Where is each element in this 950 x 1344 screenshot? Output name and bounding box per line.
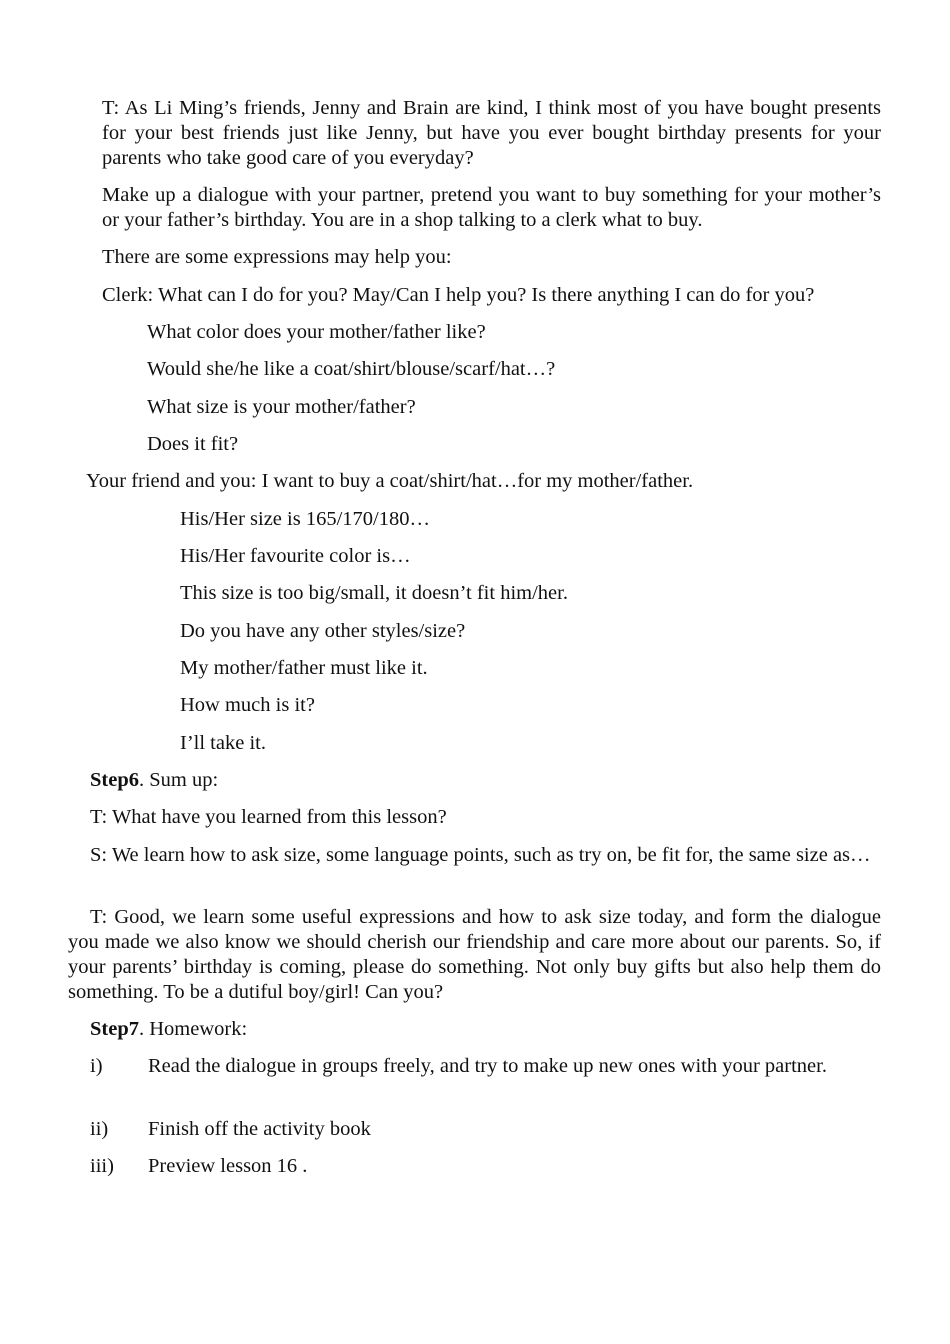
customer-first-line: Your friend and you: I want to buy a coat/shirt/hat…for my mother/father. (86, 470, 694, 492)
step7-title: . Homework: (138, 1018, 248, 1040)
customer-line: This size is too big/small, it doesn’t fit him/her. (180, 582, 568, 604)
step6-student-answer: S: We learn how to ask size, some language points, such as try on, be fit for, the same size as… (90, 844, 871, 866)
step7-label: Step7 (90, 1018, 139, 1040)
homework-number: i) (90, 1055, 103, 1077)
clerk-first-line: Clerk: What can I do for you? May/Can I help you? Is there anything I can do for you? (102, 284, 815, 306)
customer-line: His/Her favourite color is… (180, 545, 411, 567)
customer-line: How much is it? (180, 694, 315, 716)
customer-line: I’ll take it. (180, 732, 266, 754)
customer-line: His/Her size is 165/170/180… (180, 508, 430, 530)
homework-text: Finish off the activity book (148, 1118, 371, 1140)
homework-number: ii) (90, 1118, 109, 1140)
step6-teacher-reply: T: Good, we learn some useful expressions and how to ask size today, and form the dialogue you made we also know we should cherish our friendship and care more about our parents. So, if your parents’ birthday is coming, please do something. Not only buy gifts but also help them do something. To be a dutiful boy/girl! Can you? (68, 906, 881, 1003)
step6-title: . Sum up: (138, 769, 219, 791)
step6-heading (90, 768, 218, 793)
step7-heading (90, 1017, 247, 1042)
homework-number: iii) (90, 1155, 114, 1177)
clerk-line: What color does your mother/father like? (147, 321, 486, 343)
expressions-intro: There are some expressions may help you: (102, 246, 452, 268)
teacher-question-paragraph: T: As Li Ming’s friends, Jenny and Brain are kind, I think most of you have bought presents for your best friends just like Jenny, but have you ever bought birthday presents for your parents who take good care of you everyday? (102, 97, 881, 169)
homework-text: Read the dialogue in groups freely, and try to make up new ones with your partner. (148, 1055, 827, 1077)
homework-text: Preview lesson 16 . (148, 1155, 308, 1177)
task-paragraph: Make up a dialogue with your partner, pretend you want to buy something for your mother’s or your father’s birthday. You are in a shop talking to a clerk what to buy. (102, 184, 881, 231)
clerk-line: Would she/he like a coat/shirt/blouse/scarf/hat…? (147, 358, 556, 380)
clerk-line: Does it fit? (147, 433, 239, 455)
customer-line: Do you have any other styles/size? (180, 620, 466, 642)
customer-line: My mother/father must like it. (180, 657, 428, 679)
step6-label: Step6 (90, 769, 139, 791)
step6-teacher-question: T: What have you learned from this lesson? (90, 806, 447, 828)
clerk-line: What size is your mother/father? (147, 396, 416, 418)
